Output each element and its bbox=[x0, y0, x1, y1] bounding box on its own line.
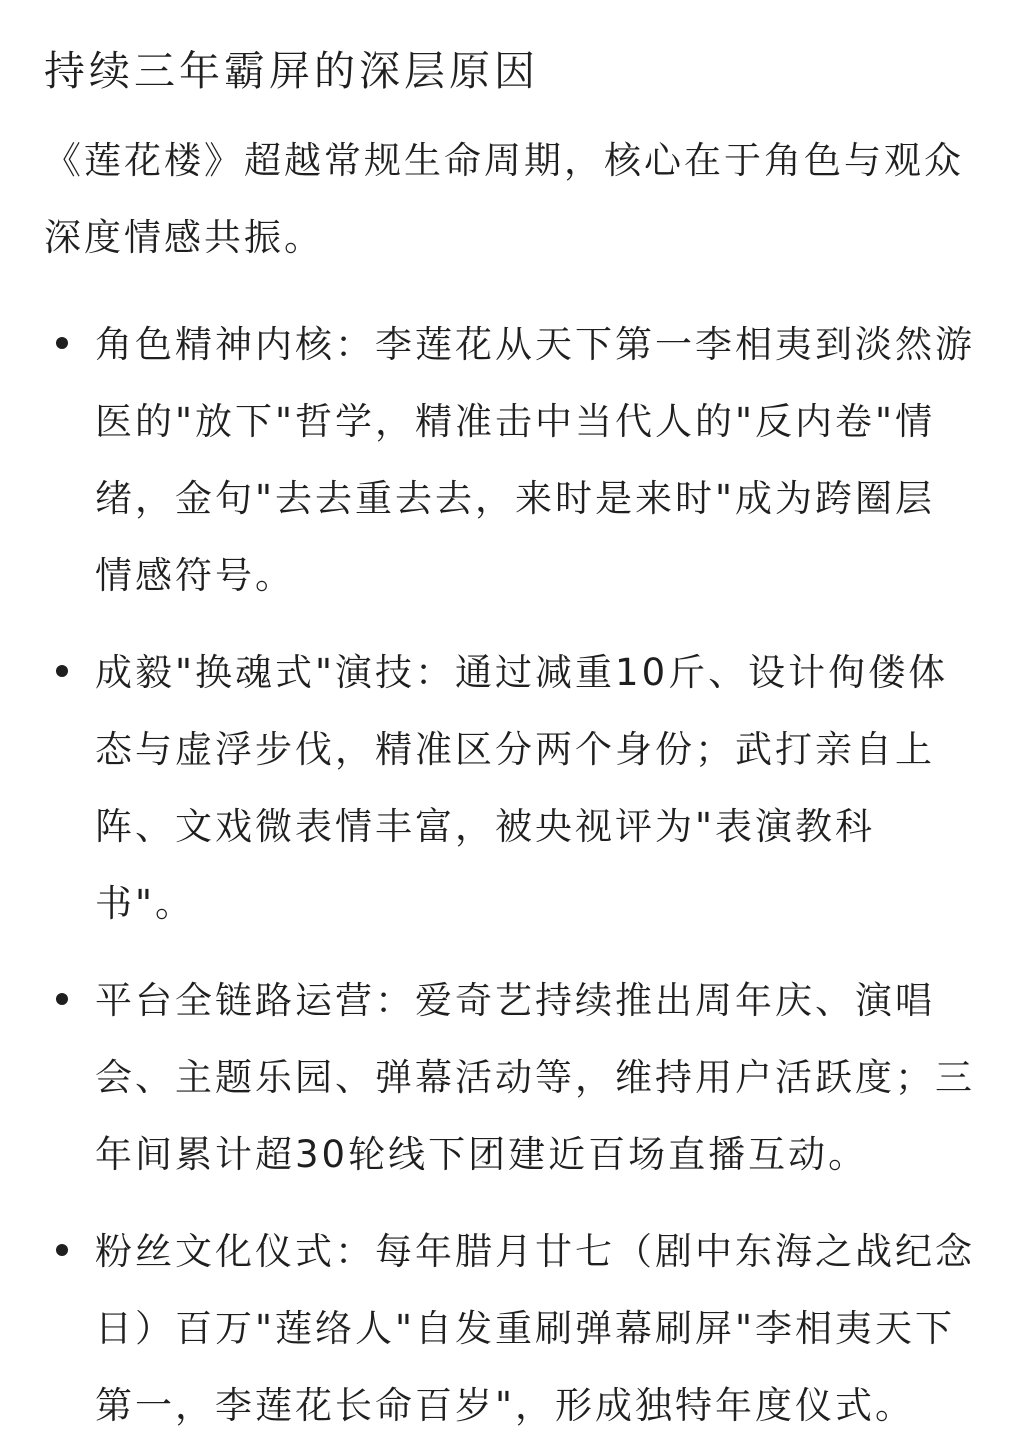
bullet-dot-icon bbox=[56, 337, 68, 349]
bullet-dot-icon bbox=[56, 1244, 68, 1256]
intro-paragraph: 《莲花楼》超越常规生命周期，核心在于角色与观众深度情感共振。 bbox=[44, 139, 964, 259]
bullet-heading: 成毅"换魂式"演技： bbox=[95, 651, 456, 694]
list-item bbox=[44, 634, 975, 942]
bullet-heading: 粉丝文化仪式： bbox=[95, 1230, 375, 1273]
bullet-heading: 角色精神内核： bbox=[95, 323, 375, 366]
bullet-text: 通过减重10斤、设计佝偻体态与虚浮步伐，精准区分两个身份；武打亲自上阵、文戏微表情丰富，被央视评为"表演教科书"。 bbox=[95, 651, 949, 925]
list-item bbox=[44, 1213, 975, 1444]
bullet-heading: 平台全链路运营： bbox=[95, 979, 415, 1022]
bullet-text: 爱奇艺持续推出周年庆、演唱会、主题乐园、弹幕活动等，维持用户活跃度；三年间累计超30轮线下团建近百场直播互动。 bbox=[95, 979, 975, 1176]
bullet-text: 李莲花从天下第一李相夷到淡然游医的"放下"哲学，精准击中当代人的"反内卷"情绪，金句"去去重去去，来时是来时"成为跨圈层情感符号。 bbox=[95, 323, 975, 597]
bullet-text: 每年腊月廿七（剧中东海之战纪念日）百万"莲络人"自发重刷弹幕刷屏"李相夷天下第一，李莲花长命百岁"，形成独特年度仪式。 bbox=[95, 1230, 975, 1427]
bullet-dot-icon bbox=[56, 665, 68, 677]
list-item bbox=[44, 306, 975, 614]
bullet-dot-icon bbox=[56, 993, 68, 1005]
list-item bbox=[44, 962, 975, 1193]
page-title: 持续三年霸屏的深层原因 bbox=[44, 47, 539, 95]
bullet-list bbox=[44, 306, 975, 1444]
